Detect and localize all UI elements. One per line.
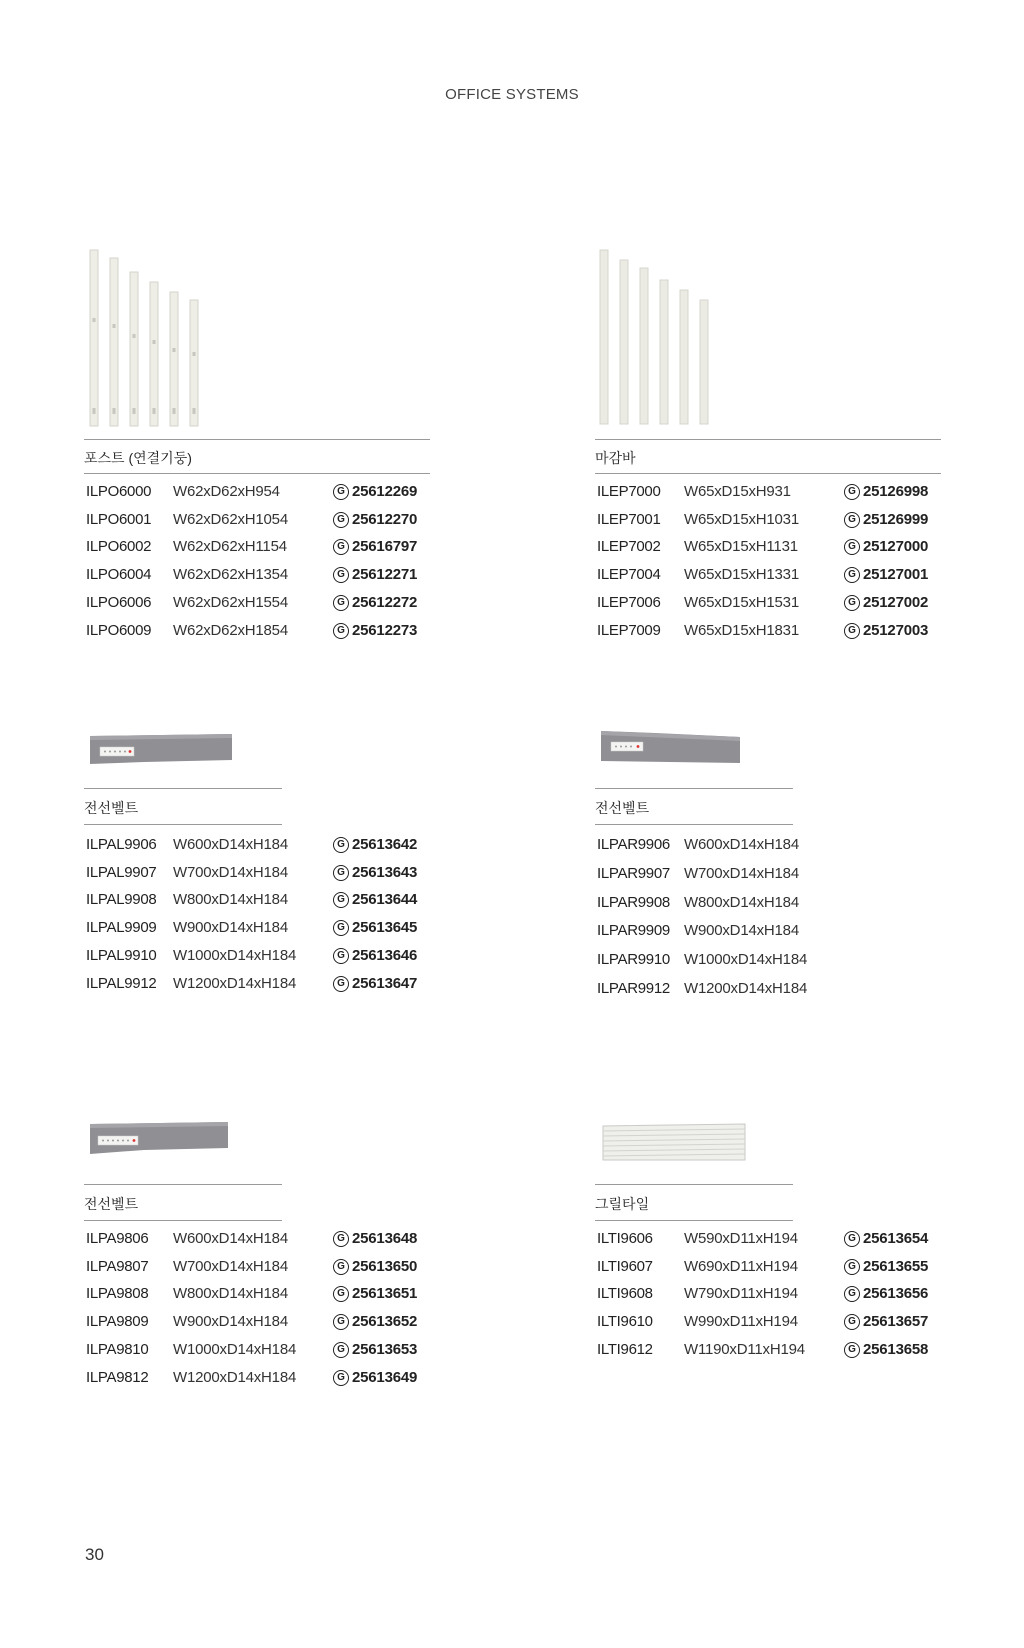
g-mark-icon: G bbox=[844, 623, 860, 639]
g-mark-icon: G bbox=[844, 1259, 860, 1275]
product-code: ILPAR9910 bbox=[597, 951, 670, 969]
product-dimensions: W65xD15xH931 bbox=[684, 483, 791, 500]
page-header: OFFICE SYSTEMS bbox=[445, 86, 579, 103]
g-mark-icon: G bbox=[333, 1314, 349, 1330]
product-dimensions: W62xD62xH1354 bbox=[173, 566, 288, 584]
product-number: 25613653 bbox=[352, 1340, 418, 1358]
product-row bbox=[84, 483, 430, 505]
product-row bbox=[595, 1285, 941, 1307]
product-code: ILPAL9906 bbox=[86, 836, 157, 853]
product-dimensions: W1200xD14xH184 bbox=[684, 980, 808, 997]
product-row bbox=[595, 894, 941, 916]
product-dimensions: W600xD14xH184 bbox=[684, 836, 799, 853]
product-code: ILPO6002 bbox=[86, 538, 152, 556]
product-number: 25612270 bbox=[352, 510, 418, 528]
product-code: ILTI9608 bbox=[597, 1285, 653, 1303]
product-code: ILPAR9908 bbox=[597, 893, 670, 911]
section-divider-top bbox=[84, 439, 430, 440]
product-code: ILEP7002 bbox=[597, 538, 661, 556]
product-dimensions: W900xD14xH184 bbox=[173, 919, 288, 937]
product-dimensions: W65xD15xH1331 bbox=[684, 566, 799, 584]
product-code: ILTI9606 bbox=[597, 1230, 653, 1247]
product-code: ILPO6001 bbox=[86, 510, 152, 528]
g-mark-icon: G bbox=[333, 837, 349, 853]
product-dimensions: W990xD11xH194 bbox=[684, 1313, 798, 1331]
product-dimensions: W62xD62xH1854 bbox=[173, 621, 288, 639]
grill-tile-illustration bbox=[595, 1120, 755, 1164]
product-number: 25616797 bbox=[352, 538, 418, 556]
g-mark-icon: G bbox=[844, 567, 860, 583]
g-mark-icon: G bbox=[333, 623, 349, 639]
section-title: 마감바 bbox=[595, 450, 636, 466]
g-mark-icon: G bbox=[333, 892, 349, 908]
product-code: ILPAL9909 bbox=[86, 919, 157, 937]
product-row bbox=[84, 947, 430, 969]
section-divider-bottom bbox=[84, 473, 430, 474]
section-divider-top bbox=[595, 788, 793, 789]
product-code: ILPA9806 bbox=[86, 1230, 149, 1247]
product-code: ILPAR9909 bbox=[597, 922, 670, 940]
product-row bbox=[595, 865, 941, 887]
page-number: 30 bbox=[85, 1545, 104, 1564]
product-code: ILEP7001 bbox=[597, 510, 661, 528]
product-dimensions: W65xD15xH1831 bbox=[684, 621, 799, 639]
product-number: 25612269 bbox=[352, 483, 418, 500]
product-code: ILPA9812 bbox=[86, 1368, 149, 1386]
product-code: ILTI9607 bbox=[597, 1257, 653, 1275]
product-row bbox=[84, 1341, 430, 1363]
product-code: ILPAL9912 bbox=[86, 974, 157, 992]
product-code: ILPAR9912 bbox=[597, 980, 670, 997]
product-dimensions: W900xD14xH184 bbox=[173, 1313, 288, 1331]
cable-belt-left-illustration bbox=[84, 732, 234, 772]
g-mark-icon: G bbox=[333, 539, 349, 555]
product-number: 25612273 bbox=[352, 621, 418, 639]
section-title: 포스트 (연결기둥) bbox=[84, 450, 192, 466]
product-row bbox=[84, 864, 430, 886]
section-title: 전선벨트 bbox=[84, 800, 139, 816]
product-row bbox=[595, 566, 941, 588]
product-number: 25613657 bbox=[863, 1313, 929, 1331]
product-dimensions: W62xD62xH954 bbox=[173, 483, 280, 500]
product-number: 25127000 bbox=[863, 538, 929, 556]
g-mark-icon: G bbox=[333, 865, 349, 881]
product-dimensions: W1000xD14xH184 bbox=[684, 951, 808, 969]
product-row bbox=[84, 511, 430, 533]
product-number: 25613647 bbox=[352, 974, 418, 992]
product-row bbox=[595, 511, 941, 533]
g-mark-icon: G bbox=[844, 539, 860, 555]
product-code: ILPAR9907 bbox=[597, 864, 670, 882]
g-mark-icon: G bbox=[844, 1314, 860, 1330]
product-dimensions: W62xD62xH1554 bbox=[173, 593, 288, 611]
product-row bbox=[84, 1230, 430, 1252]
end-bar-illustration bbox=[595, 248, 715, 428]
product-row bbox=[84, 891, 430, 913]
g-mark-icon: G bbox=[333, 1286, 349, 1302]
product-row bbox=[595, 1341, 941, 1363]
product-code: ILPA9809 bbox=[86, 1313, 149, 1331]
product-row bbox=[84, 594, 430, 616]
product-code: ILTI9612 bbox=[597, 1340, 653, 1358]
g-mark-icon: G bbox=[844, 595, 860, 611]
product-code: ILPAL9907 bbox=[86, 863, 157, 881]
section-title: 전선벨트 bbox=[595, 800, 650, 816]
product-row bbox=[595, 538, 941, 560]
product-code: ILPO6006 bbox=[86, 593, 152, 611]
product-code: ILPA9807 bbox=[86, 1257, 149, 1275]
product-code: ILPO6009 bbox=[86, 621, 152, 639]
g-mark-icon: G bbox=[844, 512, 860, 528]
product-row bbox=[84, 1285, 430, 1307]
section-divider-top bbox=[595, 1184, 793, 1185]
product-dimensions: W1000xD14xH184 bbox=[173, 1340, 297, 1358]
product-dimensions: W1200xD14xH184 bbox=[173, 974, 297, 992]
product-number: 25613643 bbox=[352, 863, 418, 881]
section-divider-bottom bbox=[595, 1220, 793, 1221]
product-row bbox=[84, 622, 430, 644]
product-dimensions: W700xD14xH184 bbox=[684, 864, 799, 882]
product-dimensions: W65xD15xH1531 bbox=[684, 593, 799, 611]
g-mark-icon: G bbox=[333, 948, 349, 964]
g-mark-icon: G bbox=[844, 484, 860, 500]
product-row bbox=[84, 566, 430, 588]
cable-belt-illustration bbox=[84, 1120, 234, 1160]
product-number: 25126999 bbox=[863, 510, 929, 528]
product-dimensions: W1000xD14xH184 bbox=[173, 946, 297, 964]
product-number: 25613652 bbox=[352, 1313, 418, 1331]
g-mark-icon: G bbox=[333, 1342, 349, 1358]
product-code: ILEP7006 bbox=[597, 593, 661, 611]
g-mark-icon: G bbox=[844, 1342, 860, 1358]
section-title: 전선벨트 bbox=[84, 1196, 139, 1212]
product-number: 25613650 bbox=[352, 1257, 418, 1275]
product-row bbox=[84, 1369, 430, 1391]
product-dimensions: W1200xD14xH184 bbox=[173, 1368, 297, 1386]
product-number: 25613654 bbox=[863, 1230, 929, 1247]
product-number: 25613658 bbox=[863, 1340, 929, 1358]
product-dimensions: W700xD14xH184 bbox=[173, 863, 288, 881]
product-dimensions: W1190xD11xH194 bbox=[684, 1340, 805, 1358]
product-code: ILPA9808 bbox=[86, 1285, 149, 1303]
product-dimensions: W62xD62xH1154 bbox=[173, 538, 287, 556]
product-dimensions: W600xD14xH184 bbox=[173, 1230, 288, 1247]
product-row bbox=[84, 975, 430, 997]
product-dimensions: W65xD15xH1031 bbox=[684, 510, 799, 528]
product-row bbox=[595, 836, 941, 858]
section-divider-bottom bbox=[84, 824, 282, 825]
product-number: 25612272 bbox=[352, 593, 418, 611]
product-number: 25127001 bbox=[863, 566, 929, 584]
g-mark-icon: G bbox=[844, 1286, 860, 1302]
product-dimensions: W62xD62xH1054 bbox=[173, 510, 288, 528]
g-mark-icon: G bbox=[333, 1370, 349, 1386]
product-row bbox=[595, 951, 941, 973]
product-number: 25613645 bbox=[352, 919, 418, 937]
product-dimensions: W590xD11xH194 bbox=[684, 1230, 798, 1247]
product-code: ILTI9610 bbox=[597, 1313, 653, 1331]
section-divider-bottom bbox=[595, 473, 941, 474]
product-dimensions: W700xD14xH184 bbox=[173, 1257, 288, 1275]
product-number: 25612271 bbox=[352, 566, 418, 584]
product-dimensions: W800xD14xH184 bbox=[173, 891, 288, 909]
product-dimensions: W800xD14xH184 bbox=[684, 893, 799, 911]
product-row bbox=[84, 538, 430, 560]
product-number: 25613646 bbox=[352, 946, 418, 964]
g-mark-icon: G bbox=[333, 512, 349, 528]
post-illustration bbox=[84, 248, 214, 428]
product-code: ILPO6004 bbox=[86, 566, 152, 584]
g-mark-icon: G bbox=[333, 1259, 349, 1275]
section-divider-bottom bbox=[84, 1220, 282, 1221]
product-code: ILEP7009 bbox=[597, 621, 661, 639]
section-divider-top bbox=[84, 788, 282, 789]
product-code: ILPAL9908 bbox=[86, 891, 157, 909]
product-row bbox=[595, 922, 941, 944]
product-number: 25613648 bbox=[352, 1230, 418, 1247]
product-number: 25613642 bbox=[352, 836, 418, 853]
section-divider-bottom bbox=[595, 824, 793, 825]
product-number: 25126998 bbox=[863, 483, 929, 500]
product-row bbox=[595, 1313, 941, 1335]
product-code: ILPO6000 bbox=[86, 483, 152, 500]
product-code: ILEP7004 bbox=[597, 566, 661, 584]
g-mark-icon: G bbox=[333, 567, 349, 583]
product-dimensions: W900xD14xH184 bbox=[684, 922, 799, 940]
product-number: 25127003 bbox=[863, 621, 929, 639]
cable-belt-right-illustration bbox=[595, 728, 745, 768]
product-number: 25613649 bbox=[352, 1368, 418, 1386]
product-row bbox=[595, 594, 941, 616]
product-number: 25613651 bbox=[352, 1285, 418, 1303]
product-number: 25613655 bbox=[863, 1257, 929, 1275]
product-row bbox=[595, 622, 941, 644]
product-row bbox=[84, 919, 430, 941]
g-mark-icon: G bbox=[844, 1231, 860, 1247]
product-dimensions: W65xD15xH1131 bbox=[684, 538, 798, 556]
product-row bbox=[595, 1230, 941, 1252]
product-code: ILPA9810 bbox=[86, 1340, 149, 1358]
g-mark-icon: G bbox=[333, 976, 349, 992]
product-row bbox=[595, 483, 941, 505]
g-mark-icon: G bbox=[333, 920, 349, 936]
product-number: 25127002 bbox=[863, 593, 929, 611]
g-mark-icon: G bbox=[333, 484, 349, 500]
product-row bbox=[84, 836, 430, 858]
product-number: 25613656 bbox=[863, 1285, 929, 1303]
product-number: 25613644 bbox=[352, 891, 418, 909]
product-row bbox=[84, 1258, 430, 1280]
product-dimensions: W790xD11xH194 bbox=[684, 1285, 798, 1303]
g-mark-icon: G bbox=[333, 1231, 349, 1247]
g-mark-icon: G bbox=[333, 595, 349, 611]
product-row bbox=[595, 1258, 941, 1280]
section-divider-top bbox=[84, 1184, 282, 1185]
section-divider-top bbox=[595, 439, 941, 440]
product-row bbox=[595, 980, 941, 1002]
product-code: ILPAR9906 bbox=[597, 836, 670, 853]
product-row bbox=[84, 1313, 430, 1335]
product-dimensions: W800xD14xH184 bbox=[173, 1285, 288, 1303]
section-title: 그릴타일 bbox=[595, 1196, 650, 1212]
product-dimensions: W600xD14xH184 bbox=[173, 836, 288, 853]
product-code: ILEP7000 bbox=[597, 483, 661, 500]
product-dimensions: W690xD11xH194 bbox=[684, 1257, 798, 1275]
product-code: ILPAL9910 bbox=[86, 946, 157, 964]
